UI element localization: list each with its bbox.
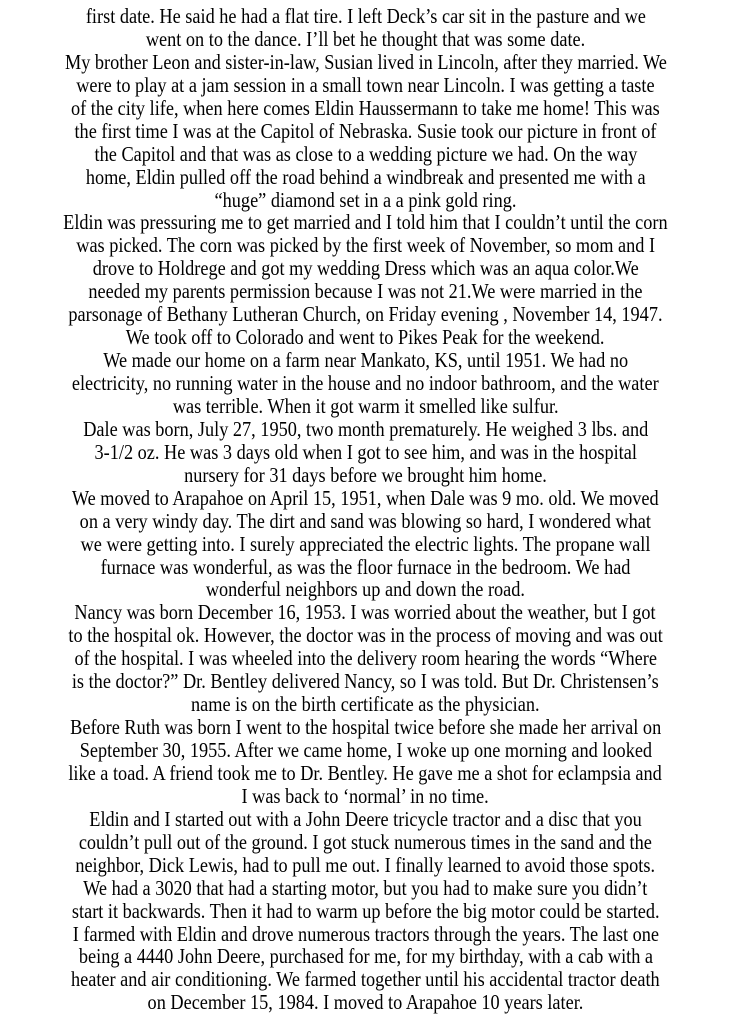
text-line (0, 945, 731, 968)
text-line (0, 441, 731, 464)
text-line (0, 326, 731, 349)
text-line (0, 303, 731, 326)
text-line-content: I was back to ‘normal’ in no time. (241, 783, 490, 808)
text-line-content: furnace was wonderful, as was the floor furnace in the bedroom. We had (100, 554, 631, 579)
text-line-content: like a toad. A friend took me to Dr. Bentley. He gave me a shot for eclampsia and (68, 760, 663, 785)
text-line-content: we were getting into. I surely appreciated the electric lights. The propane wall (80, 531, 651, 556)
text-line (0, 51, 731, 74)
text-line (0, 234, 731, 257)
text-line-content: was picked. The corn was picked by the first week of November, so mom and I (76, 233, 655, 258)
text-line (0, 854, 731, 877)
text-line (0, 762, 731, 785)
text-line-content: We had a 3020 that had a starting motor, but you had to make sure you didn’t (83, 875, 648, 900)
text-line (0, 556, 731, 579)
text-line (0, 647, 731, 670)
text-line-content: Nancy was born December 16, 1953. I was worried about the weather, but I got (74, 600, 657, 625)
text-line (0, 418, 731, 441)
text-line (0, 601, 731, 624)
text-line (0, 831, 731, 854)
text-line-content: We took off to Colorado and went to Pikes Peak for the weekend. (126, 325, 605, 350)
text-line (0, 670, 731, 693)
text-line-content: being a 4440 John Deere, purchased for me, for my birthday, with a cab with a (78, 944, 653, 969)
text-line-content: parsonage of Bethany Lutheran Church, on Friday evening , November 14, 1947. (68, 302, 663, 327)
text-line-content: home, Eldin pulled off the road behind a windbreak and presented me with a (85, 164, 646, 189)
text-line-content: nursery for 31 days before we brought him home. (184, 462, 547, 487)
text-line-content: the first time I was at the Capitol of Nebraska. Susie took our picture in front of (74, 118, 657, 143)
text-line-content: 3-1/2 oz. He was 3 days old when I got to see him, and was in the hospital (94, 439, 637, 464)
text-line (0, 578, 731, 601)
text-line (0, 510, 731, 533)
text-line (0, 189, 731, 212)
text-line (0, 349, 731, 372)
text-line (0, 372, 731, 395)
text-line (0, 693, 731, 716)
text-line-content: of the city life, when here comes Eldin Haussermann to take me home! This was (71, 95, 660, 120)
text-line-content: the Capitol and that was as close to a wedding picture we had. On the way (94, 141, 637, 166)
text-line (0, 991, 731, 1014)
text-line-content: first date. He said he had a flat tire. I left Deck’s car sit in the pasture and we (85, 4, 646, 28)
text-line-content: Eldin was pressuring me to get married and I told him that I couldn’t until the corn (63, 210, 668, 235)
text-line (0, 257, 731, 280)
text-line-content: Before Ruth was born I went to the hospital twice before she made her arrival on (69, 715, 662, 740)
text-line-content: of the hospital. I was wheeled into the delivery room hearing the words “Where (74, 646, 657, 671)
text-line (0, 716, 731, 739)
text-line-content: start it backwards. Then it had to warm up before the big motor could be started. (71, 898, 660, 923)
text-line-content: “huge” diamond set in a a pink gold ring. (214, 187, 517, 212)
text-line (0, 808, 731, 831)
text-line-content: couldn’t pull out of the ground. I got stuck numerous times in the sand and the (78, 829, 653, 854)
text-line-content: name is on the birth certificate as the physician. (191, 692, 540, 717)
text-line-content: Eldin and I started out with a John Deere tricycle tractor and a disc that you (89, 806, 642, 831)
text-line (0, 97, 731, 120)
text-line-content: was terrible. When it got warm it smelled like sulfur. (172, 393, 559, 418)
text-line-content: I farmed with Eldin and drove numerous tractors through the years. The last one (72, 921, 659, 946)
text-line (0, 143, 731, 166)
text-line (0, 968, 731, 991)
text-line (0, 487, 731, 510)
text-line-content: We moved to Arapahoe on April 15, 1951, when Dale was 9 mo. old. We moved (72, 485, 659, 510)
text-line-content: needed my parents permission because I was not 21.We were married in the (88, 279, 643, 304)
text-line-content: is the doctor?” Dr. Bentley delivered Nancy, so I was told. But Dr. Christensen’s (72, 669, 659, 694)
text-line-content: September 30, 1955. After we came home, I woke up one morning and looked (79, 738, 652, 762)
text-line (0, 739, 731, 762)
text-line (0, 877, 731, 900)
text-line (0, 211, 731, 234)
text-line-content: on December 15, 1984. I moved to Arapahoe 10 years later. (147, 990, 584, 1015)
text-line-content: heater and air conditioning. We farmed together until his accidental tractor death (71, 967, 660, 992)
text-line-content: wonderful neighbors up and down the road. (205, 577, 526, 602)
text-line-content: drove to Holdrege and got my wedding Dress which was an aqua color.We (92, 256, 639, 281)
text-line (0, 28, 731, 51)
text-line-content: neighbor, Dick Lewis, had to pull me out. I finally learned to avoid those spots. (75, 852, 656, 877)
text-line (0, 395, 731, 418)
text-line-content: to the hospital ok. However, the doctor was in the process of moving and was out (68, 623, 663, 648)
text-line-content: on a very windy day. The dirt and sand was blowing so hard, I wondered what (79, 508, 652, 533)
text-line (0, 120, 731, 143)
text-line (0, 166, 731, 189)
text-line-content: We made our home on a farm near Mankato, KS, until 1951. We had no (103, 348, 628, 373)
text-line-content: electricity, no running water in the house and no indoor bathroom, and the water (72, 371, 659, 395)
text-line-content: Dale was born, July 27, 1950, two month prematurely. He weighed 3 lbs. and (82, 416, 649, 441)
text-line (0, 624, 731, 647)
text-line (0, 74, 731, 97)
text-line (0, 923, 731, 946)
text-line-content: were to play at a jam session in a small town near Lincoln. I was getting a taste (76, 72, 655, 97)
text-line (0, 533, 731, 556)
text-line (0, 280, 731, 303)
text-line (0, 900, 731, 923)
text-line (0, 464, 731, 487)
text-line (0, 785, 731, 808)
text-line-content: My brother Leon and sister-in-law, Susian lived in Lincoln, after they married. We (64, 49, 667, 74)
text-line (0, 5, 731, 28)
text-line-content: went on to the dance. I’ll bet he thought that was some date. (145, 26, 586, 51)
